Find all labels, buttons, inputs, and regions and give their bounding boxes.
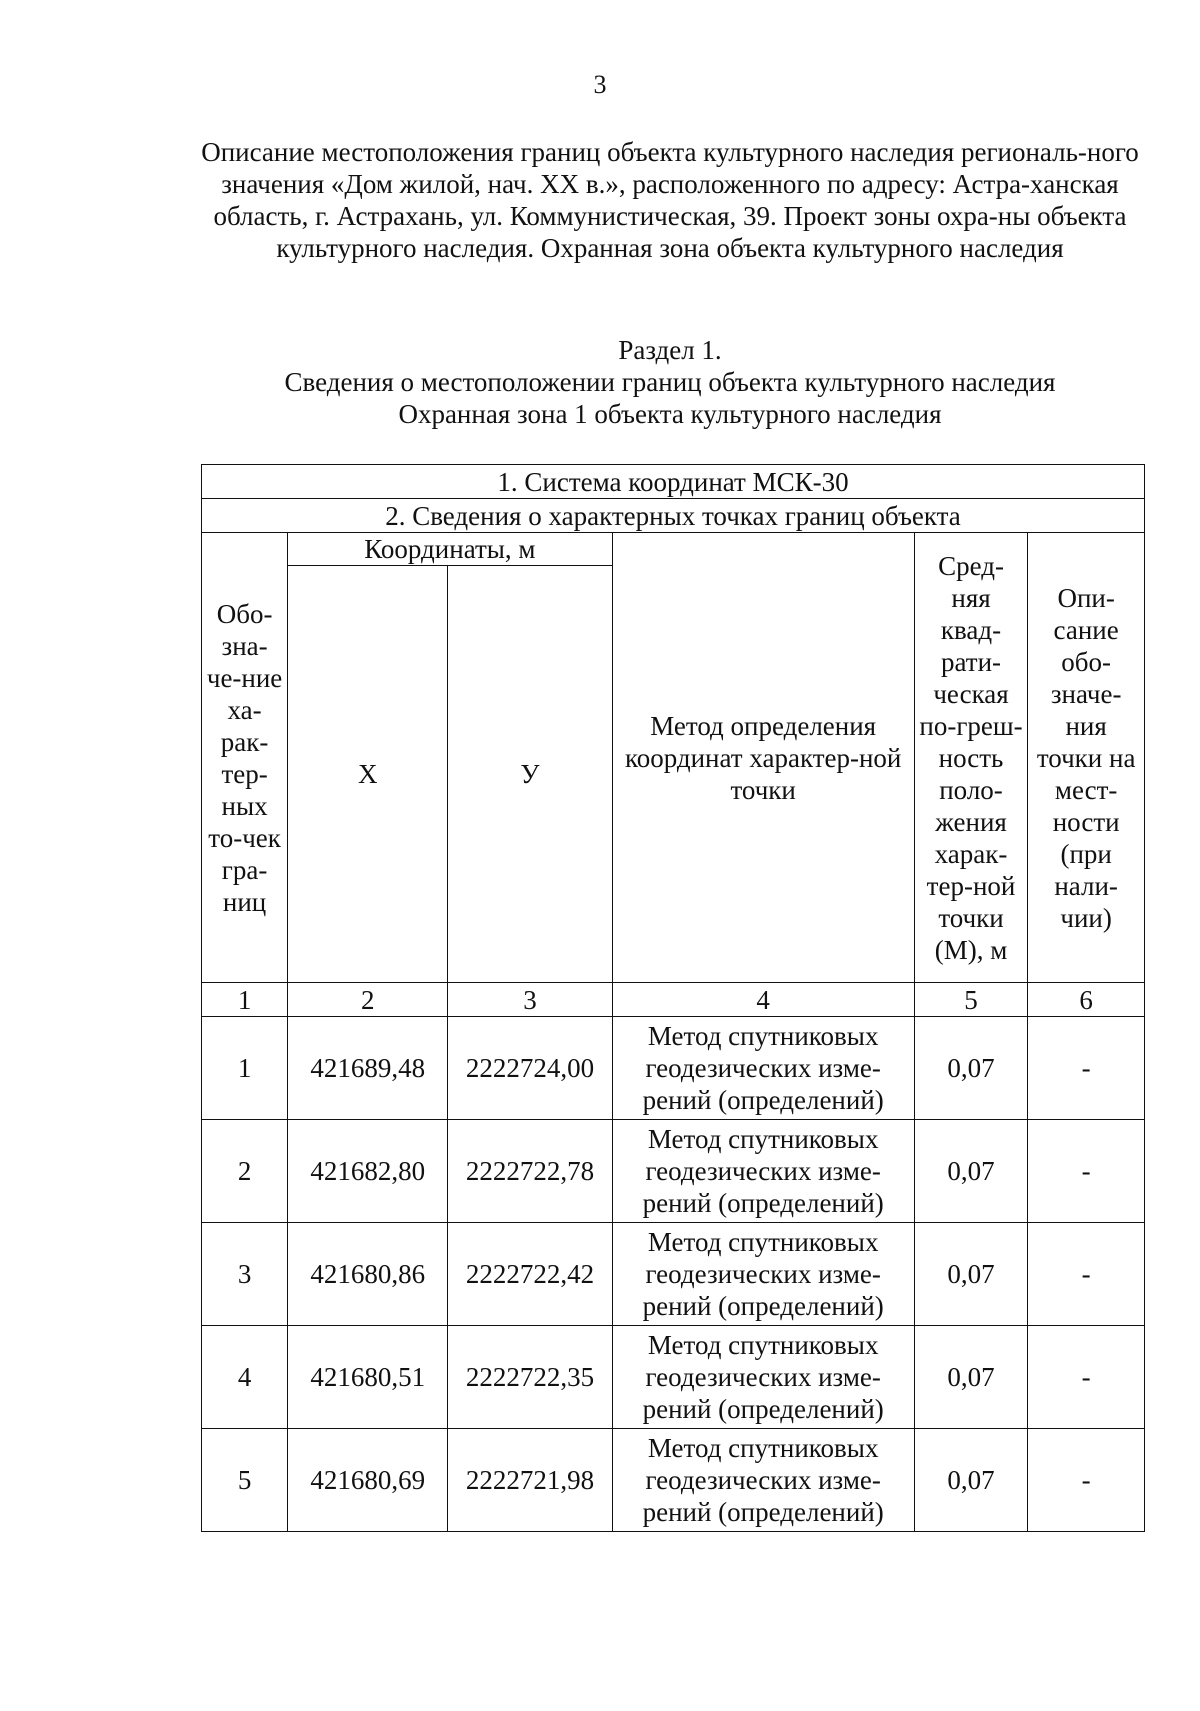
method-cell: Метод спутниковых геодезических изме-рений (определений) xyxy=(612,1429,914,1532)
y-coordinate: 2222724,00 xyxy=(448,1017,612,1120)
table-row xyxy=(202,1223,1145,1326)
x-coordinate: 421689,48 xyxy=(288,1017,448,1120)
header-designation: Обо-зна-че-ние ха-рак-тер-ных то-чек гра-ниц xyxy=(202,533,288,983)
header-x: X xyxy=(288,566,448,983)
x-coordinate: 421682,80 xyxy=(288,1120,448,1223)
header-y: У xyxy=(448,566,612,983)
coordinate-system-row: 1. Система координат МСК-30 xyxy=(202,465,1145,499)
description-cell: - xyxy=(1028,1326,1145,1429)
error-cell: 0,07 xyxy=(914,1223,1028,1326)
column-number: 6 xyxy=(1028,983,1145,1017)
zone-title: Охранная зона 1 объекта культурного наследия xyxy=(398,399,942,429)
point-number: 3 xyxy=(202,1223,288,1326)
x-coordinate: 421680,51 xyxy=(288,1326,448,1429)
method-cell: Метод спутниковых геодезических изме-рений (определений) xyxy=(612,1223,914,1326)
error-cell: 0,07 xyxy=(914,1429,1028,1532)
header-description: Опи-сание обо-значе-ния точки на мест-ности (при нали-чии) xyxy=(1028,533,1145,983)
header-coordinates: Координаты, м xyxy=(288,533,612,566)
table-row xyxy=(202,1326,1145,1429)
description-cell: - xyxy=(1028,1223,1145,1326)
description-cell: - xyxy=(1028,1120,1145,1223)
y-coordinate: 2222722,35 xyxy=(448,1326,612,1429)
x-coordinate: 421680,86 xyxy=(288,1223,448,1326)
section-subtitle: Сведения о местоположении границ объекта культурного наследия xyxy=(284,367,1056,397)
description-cell: - xyxy=(1028,1017,1145,1120)
error-cell: 0,07 xyxy=(914,1017,1028,1120)
table-row xyxy=(202,1429,1145,1532)
y-coordinate: 2222722,78 xyxy=(448,1120,612,1223)
boundary-points-row: 2. Сведения о характерных точках границ объекта xyxy=(202,499,1145,533)
column-number: 3 xyxy=(448,983,612,1017)
page-number: 3 xyxy=(593,70,607,99)
document-title: Описание местоположения границ объекта культурного наследия региональ-ного значения «Дом жилой, нач. XX в.», расположенного по адресу: Астра-ханская область, г. Астрахань, ул. Коммунистическая, 39. Проект зоны охра-ны объекта культурного наследия. Охранная зона объекта культурного наследия xyxy=(201,137,1139,263)
column-number: 1 xyxy=(202,983,288,1017)
method-cell: Метод спутниковых геодезических изме-рений (определений) xyxy=(612,1017,914,1120)
point-number: 2 xyxy=(202,1120,288,1223)
error-cell: 0,07 xyxy=(914,1120,1028,1223)
table-row xyxy=(202,1120,1145,1223)
point-number: 5 xyxy=(202,1429,288,1532)
section-label: Раздел 1. xyxy=(618,335,722,365)
column-number: 5 xyxy=(914,983,1028,1017)
header-method: Метод определения координат характер-ной точки xyxy=(612,533,914,983)
y-coordinate: 2222722,42 xyxy=(448,1223,612,1326)
x-coordinate: 421680,69 xyxy=(288,1429,448,1532)
coordinates-table xyxy=(201,464,1145,1532)
y-coordinate: 2222721,98 xyxy=(448,1429,612,1532)
column-number: 4 xyxy=(612,983,914,1017)
error-cell: 0,07 xyxy=(914,1326,1028,1429)
method-cell: Метод спутниковых геодезических изме-рений (определений) xyxy=(612,1120,914,1223)
method-cell: Метод спутниковых геодезических изме-рений (определений) xyxy=(612,1326,914,1429)
table-row xyxy=(202,1017,1145,1120)
description-cell: - xyxy=(1028,1429,1145,1532)
point-number: 4 xyxy=(202,1326,288,1429)
point-number: 1 xyxy=(202,1017,288,1120)
header-error: Сред-няя квад-рати-ческая по-греш-ность поло-жения харак-тер-ной точки (М), м xyxy=(914,533,1028,983)
section-header xyxy=(200,334,1140,430)
column-number: 2 xyxy=(288,983,448,1017)
column-numbers-row xyxy=(202,983,1145,1017)
